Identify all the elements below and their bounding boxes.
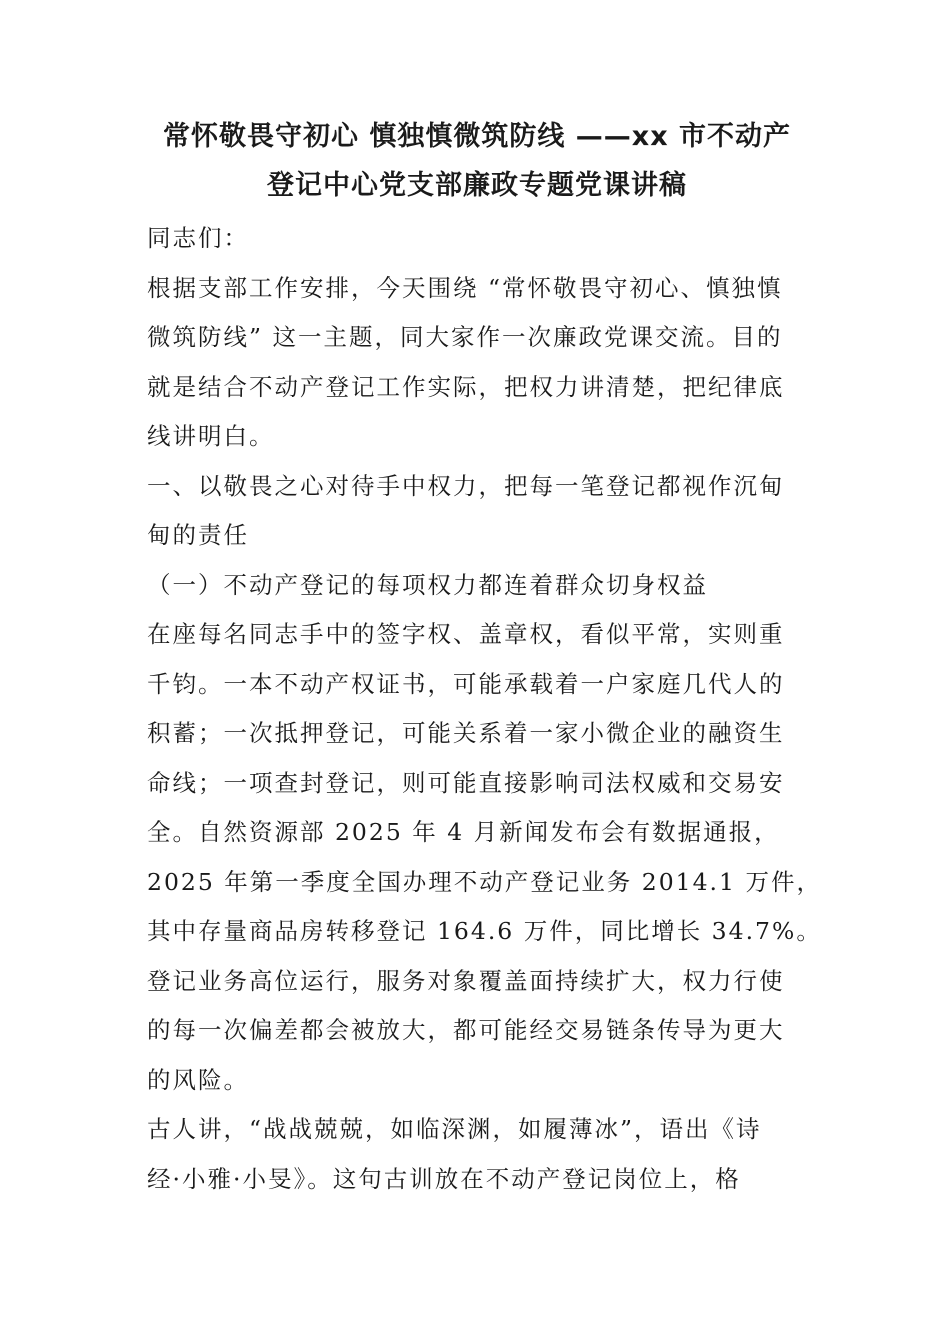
title-line-1: 常怀敬畏守初心 慎独慎微筑防线 ——xx 市不动产: [162, 121, 792, 152]
body-line: 命线；一项查封登记，则可能直接影响司法权威和交易安: [147, 768, 785, 797]
section-heading: 甸的责任: [147, 521, 249, 549]
body-line: 根据支部工作安排，今天围绕 “常怀敬畏守初心、慎独慎: [147, 273, 783, 302]
section-heading: 一、以敬畏之心对待手中权力，把每一笔登记都视作沉甸: [147, 471, 785, 500]
body-line: 线讲明白。: [147, 422, 275, 450]
document-title: [147, 112, 807, 210]
body-line: 全。自然资源部 2025 年 4 月新闻发布会有数据通报，: [147, 818, 780, 846]
document-body: [147, 214, 822, 1204]
body-line: 古人讲，“战战兢兢，如临深渊，如履薄冰”，语出《诗: [147, 1115, 762, 1143]
body-line: 的每一次偏差都会被放大，都可能经交易链条传导为更大: [147, 1016, 785, 1044]
salutation: 同志们：: [147, 224, 249, 252]
document-page: [147, 112, 822, 1204]
body-line: 就是结合不动产登记工作实际，把权力讲清楚，把纪律底: [147, 372, 785, 401]
body-line: 登记业务高位运行，服务对象覆盖面持续扩大，权力行使: [147, 966, 785, 995]
body-line: 千钧。一本不动产权证书，可能承载着一户家庭几代人的: [147, 669, 785, 698]
subsection-heading: （一）不动产登记的每项权力都连着群众切身权益: [147, 570, 708, 599]
body-line: 积蓄；一次抵押登记，可能关系着一家小微企业的融资生: [147, 719, 785, 747]
body-line: 经·小雅·小旻》。这句古训放在不动产登记岗位上，格: [147, 1164, 741, 1193]
body-line: 其中存量商品房转移登记 164.6 万件，同比增长 34.7%。: [147, 917, 822, 945]
body-line: 微筑防线” 这一主题，同大家作一次廉政党课交流。目的: [147, 323, 783, 351]
body-line: 2025 年第一季度全国办理不动产登记业务 2014.1 万件，: [147, 867, 822, 896]
body-line: 在座每名同志手中的签字权、盖章权，看似平常，实则重: [147, 620, 785, 648]
body-line: 的风险。: [147, 1065, 249, 1094]
title-line-2: 登记中心党支部廉政专题党课讲稿: [267, 170, 687, 201]
